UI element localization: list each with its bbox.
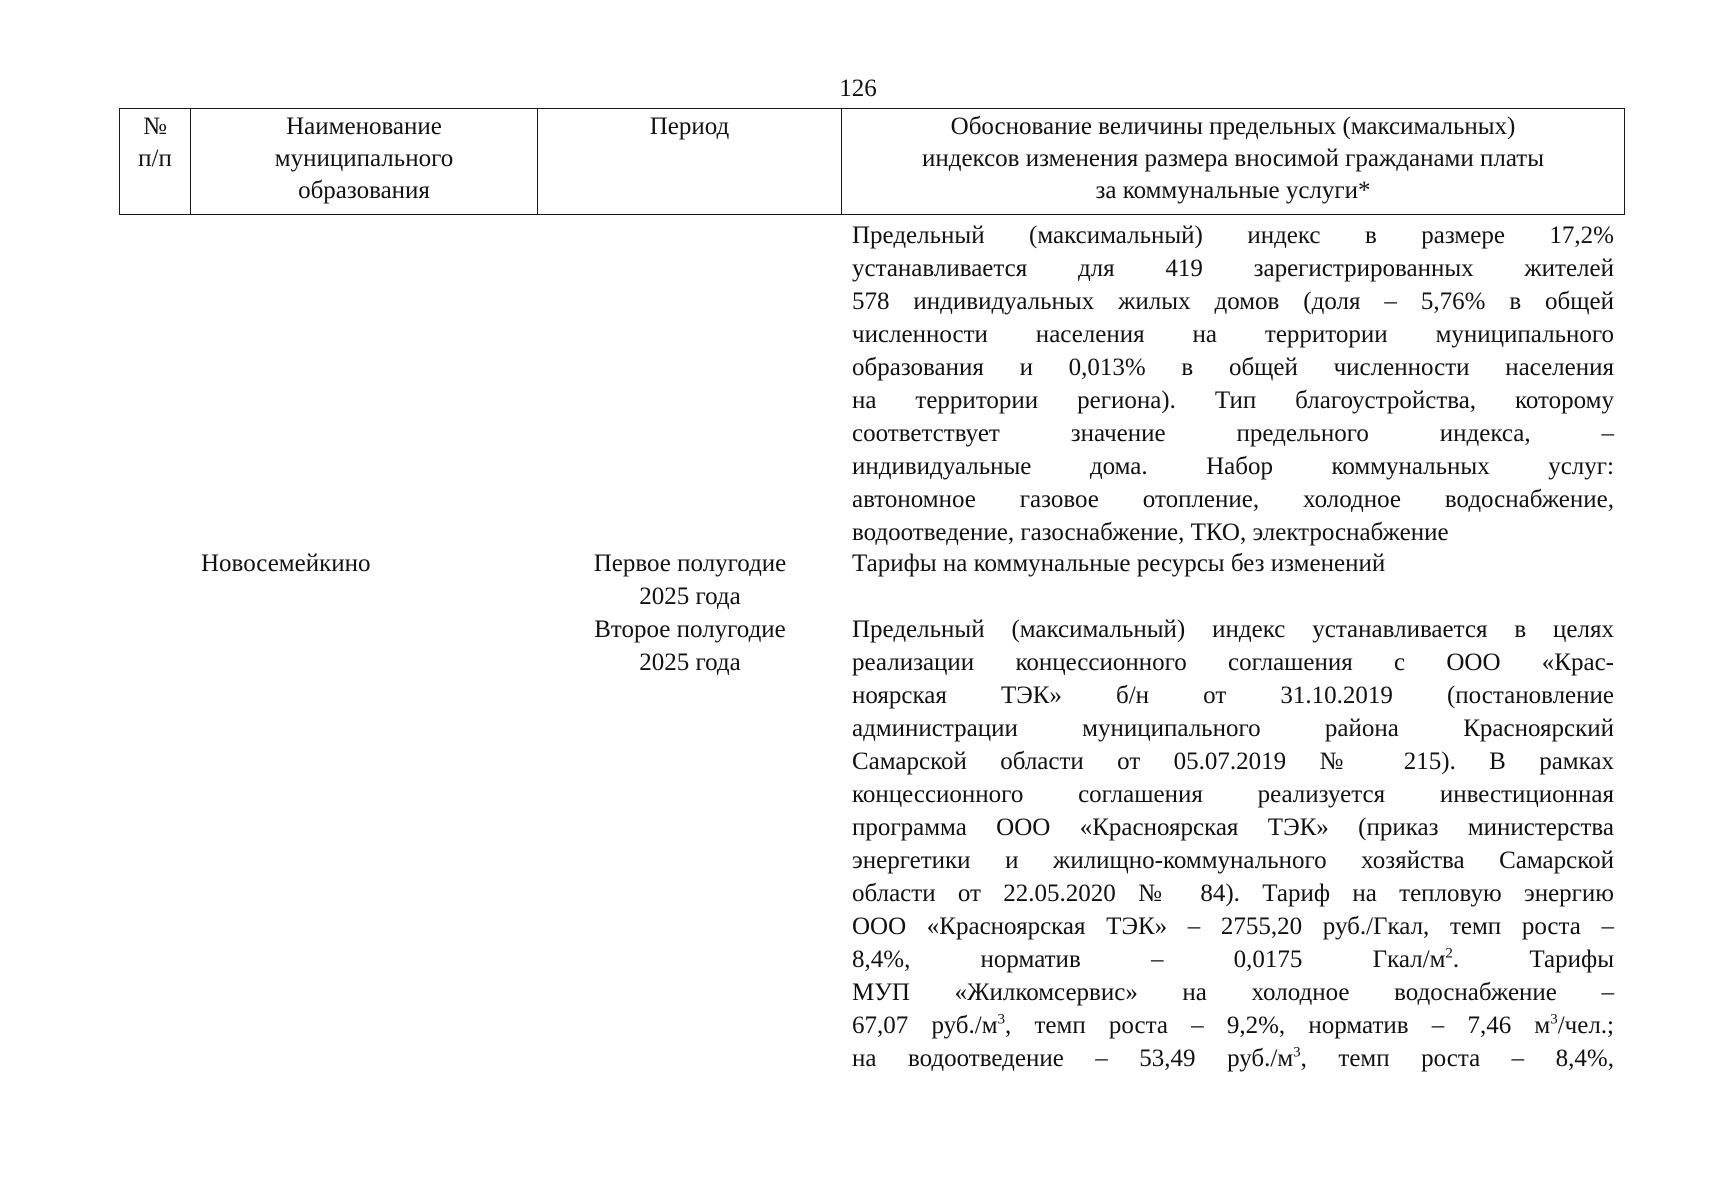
header-text: п/п bbox=[138, 145, 172, 172]
reason-block-2 bbox=[852, 613, 1614, 1075]
text-line: ноярская ТЭК» б/н от 31.10.2019 (постановление bbox=[852, 682, 1614, 709]
period-text: Первое полугодие bbox=[593, 550, 787, 577]
text-line: реализации концессионного соглашения с ООО «Крас- bbox=[852, 649, 1614, 676]
period-text: Второе полугодие bbox=[594, 616, 786, 643]
text-line bbox=[852, 1042, 1614, 1075]
text-line bbox=[852, 1009, 1614, 1042]
text-line: программа ООО «Красноярская ТЭК» (приказ министерства bbox=[852, 814, 1614, 841]
header-text: индексов изменения размера вносимой гражданами платы bbox=[921, 145, 1545, 172]
text-fragment: на водоотведение – 53,49 руб./м bbox=[852, 1045, 1294, 1072]
text-line: области от 22.05.2020 № 84). Тариф на тепловую энергию bbox=[852, 880, 1614, 907]
text-line: на территории региона). Тип благоустройства, которому bbox=[852, 387, 1614, 414]
period-text: 2025 года bbox=[639, 649, 741, 676]
text-line: МУП «Жилкомсервис» на холодное водоснабжение – bbox=[852, 979, 1614, 1006]
text-line: энергетики и жилищно-коммунального хозяйства Самарской bbox=[852, 847, 1614, 874]
text-line: концессионного соглашения реализуется инвестиционная bbox=[852, 781, 1614, 808]
header-text: № bbox=[143, 113, 167, 140]
text-fragment: , темп роста – 9,2%, норматив – 7,46 м bbox=[1005, 1012, 1551, 1039]
header-text: Наименование bbox=[286, 113, 442, 140]
text-fragment: . Тарифы bbox=[1452, 946, 1615, 973]
superscript: 3 bbox=[1550, 1011, 1558, 1028]
text-line: Предельный (максимальный) индекс в размере 17,2% bbox=[852, 222, 1614, 249]
text-line: автономное газовое отопление, холодное водоснабжение, bbox=[852, 486, 1614, 513]
header-text: за коммунальные услуги* bbox=[1095, 177, 1371, 204]
header-text: муниципального bbox=[274, 145, 454, 172]
header-text: Период bbox=[649, 113, 730, 140]
period1-reason: Тарифы на коммунальные ресурсы без изменений bbox=[852, 550, 1386, 577]
text-line: администрации муниципального района Красноярский bbox=[852, 715, 1614, 742]
page-number: 126 bbox=[839, 75, 877, 102]
text-line: Самарской области от 05.07.2019 № 215). В рамках bbox=[852, 748, 1614, 775]
text-line: устанавливается для 419 зарегистрированных жителей bbox=[852, 255, 1614, 282]
text-line: 578 индивидуальных жилых домов (доля – 5,76% в общей bbox=[852, 288, 1614, 315]
period-first-half bbox=[560, 547, 820, 613]
text-line: Предельный (максимальный) индекс устанавливается в целях bbox=[852, 616, 1614, 643]
text-fragment: , темп роста – 8,4%, bbox=[1300, 1045, 1614, 1072]
superscript: 3 bbox=[997, 1011, 1006, 1028]
text-line: индивидуальные дома. Набор коммунальных услуг: bbox=[852, 453, 1614, 480]
header-text: Обоснование величины предельных (максимальных) bbox=[950, 113, 1516, 140]
text-fragment: 8,4%, норматив – 0,0175 Гкал/м bbox=[852, 946, 1446, 973]
superscript: 3 bbox=[1293, 1044, 1301, 1061]
text-line bbox=[852, 943, 1614, 976]
header-text: образования bbox=[298, 177, 430, 204]
municipality-name: Новосемейкино bbox=[201, 550, 371, 577]
text-fragment: 67,07 руб./м bbox=[852, 1012, 998, 1039]
text-line: водоотведение, газоснабжение, ТКО, электроснабжение bbox=[852, 519, 1449, 546]
reason-block-1 bbox=[852, 219, 1614, 549]
text-fragment: /чел.; bbox=[1557, 1012, 1615, 1039]
period-text: 2025 года bbox=[639, 583, 741, 610]
period-second-half bbox=[560, 613, 820, 679]
text-line: численности населения на территории муниципального bbox=[852, 321, 1614, 348]
text-line: соответствует значение предельного индекса, – bbox=[852, 420, 1614, 447]
text-line: ООО «Красноярская ТЭК» – 2755,20 руб./Гкал, темп роста – bbox=[852, 913, 1614, 940]
text-line: образования и 0,013% в общей численности населения bbox=[852, 354, 1614, 381]
superscript: 2 bbox=[1445, 945, 1453, 962]
